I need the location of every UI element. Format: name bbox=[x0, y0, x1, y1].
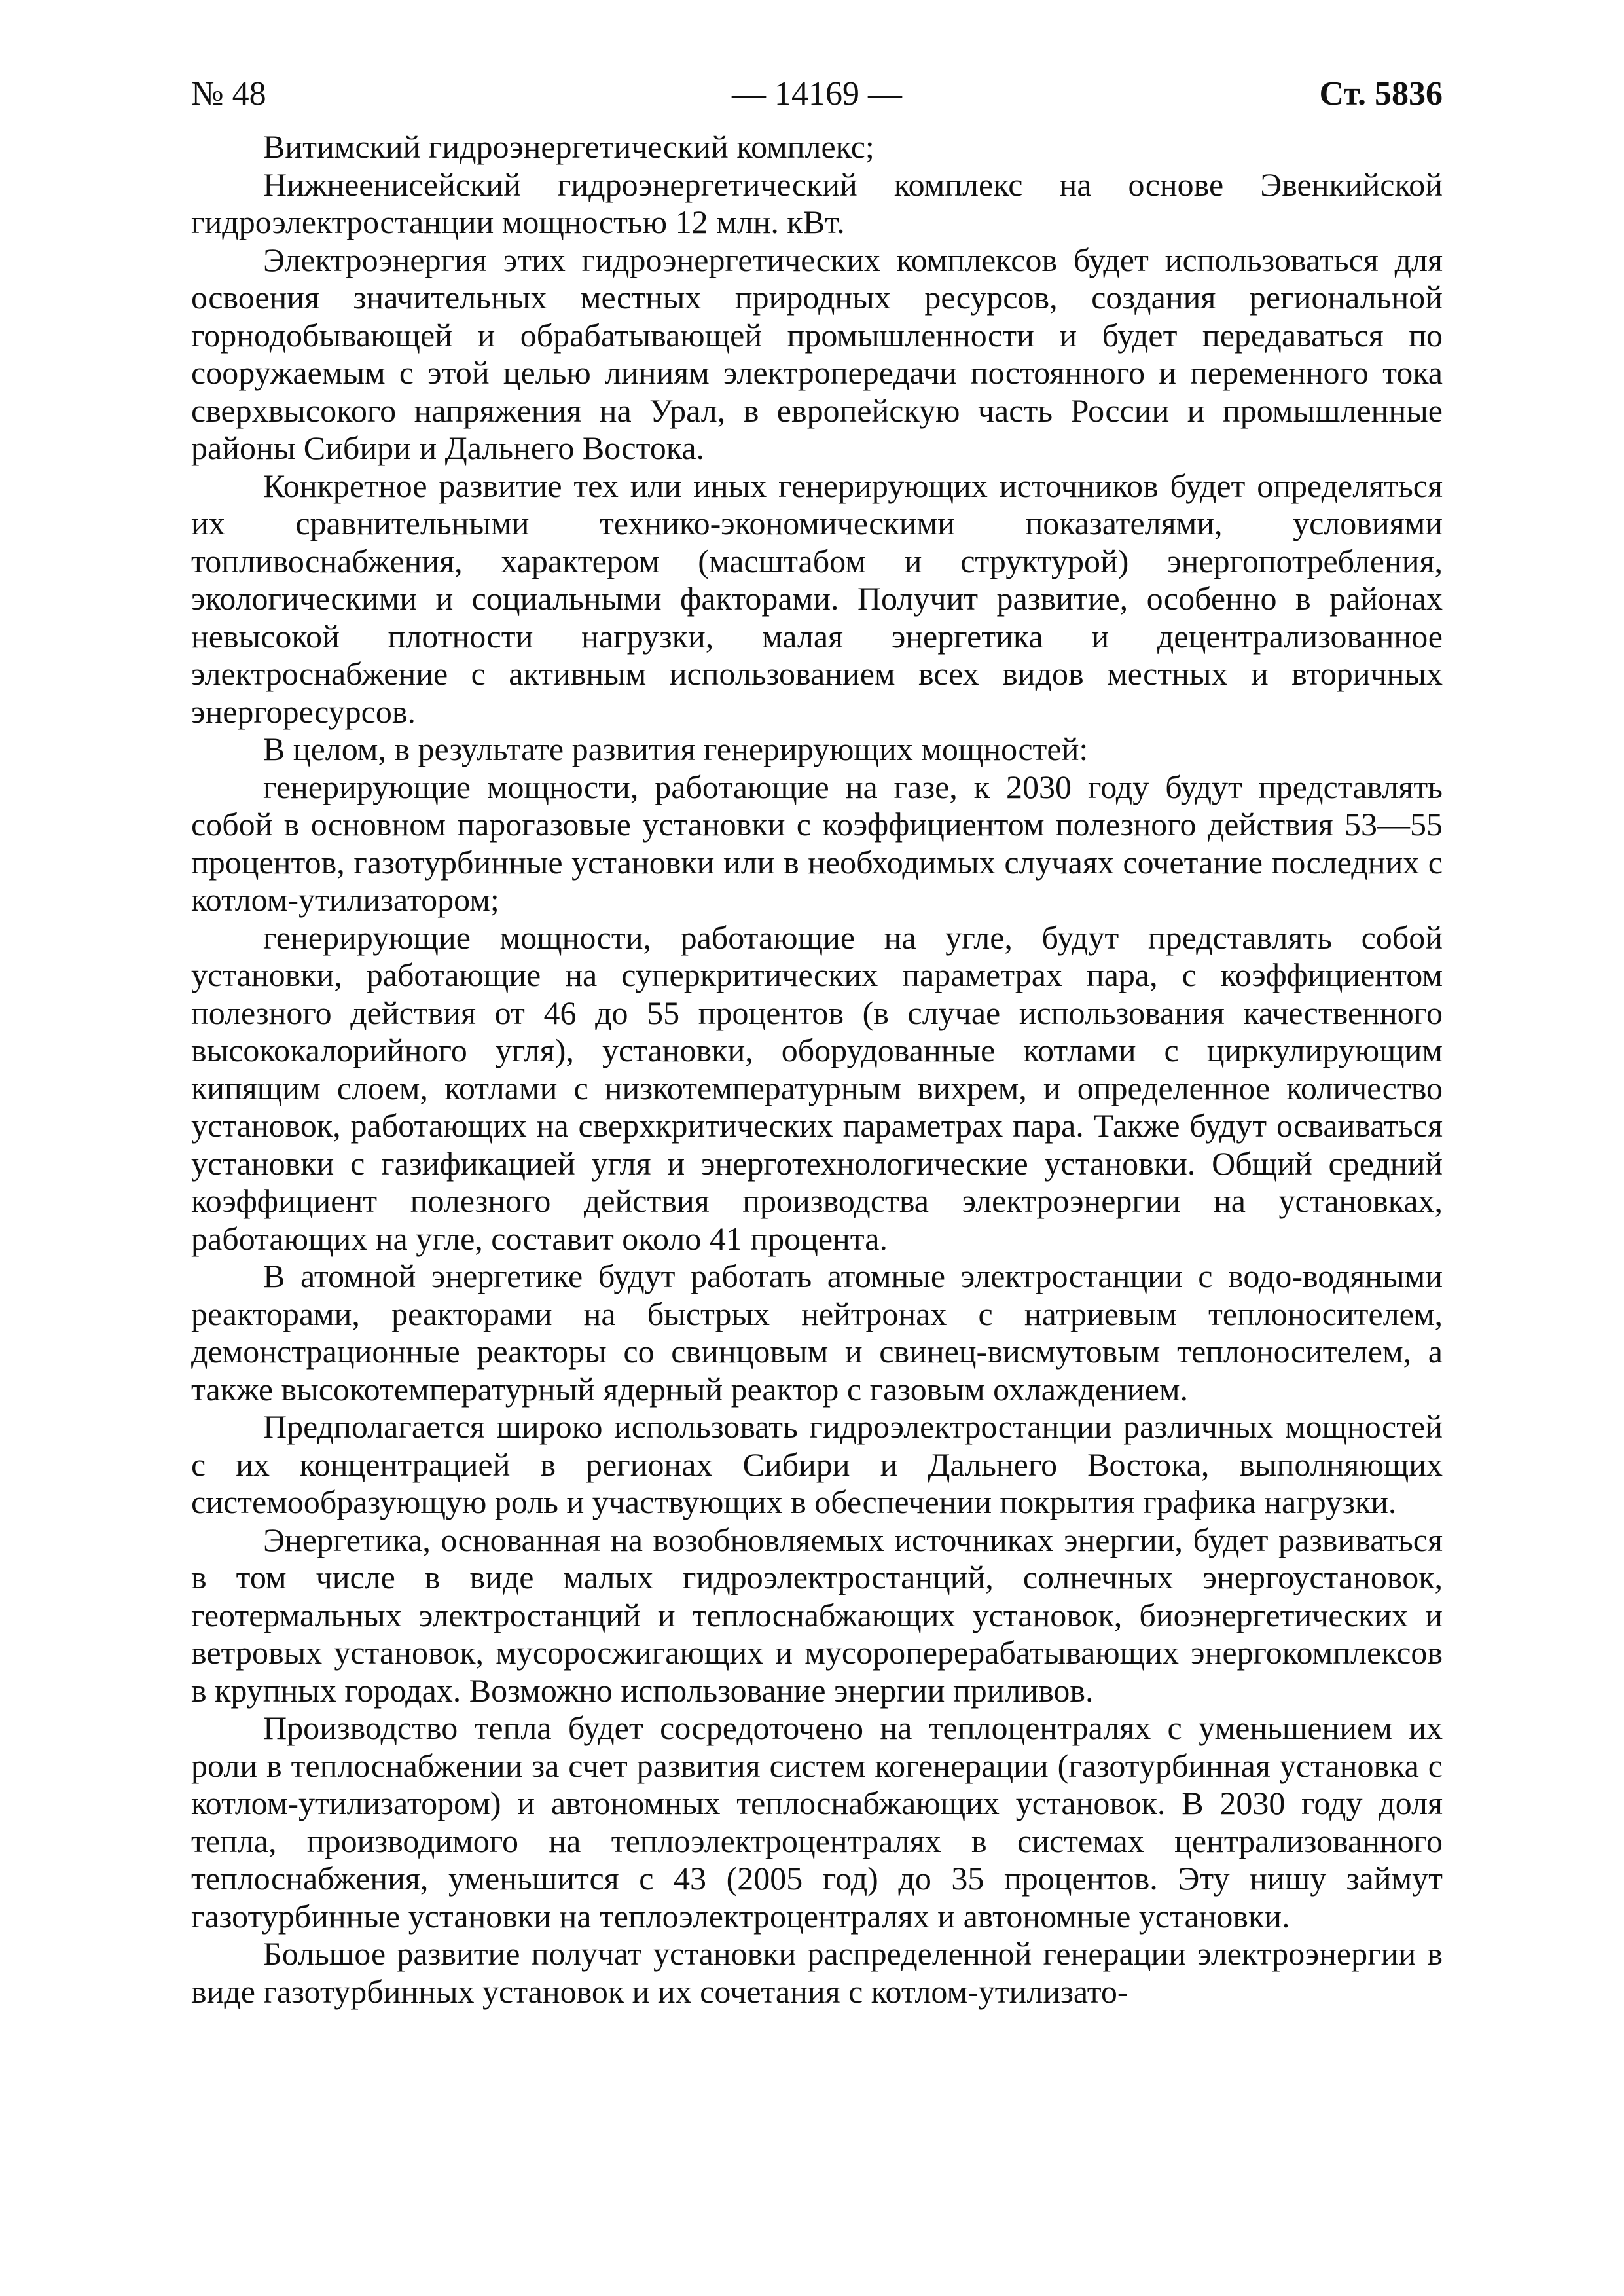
paragraph: генерирующие мощности, работающие на газе, к 2030 году будут представлять собой в основном парогазовые установки с коэффициентом полезного действия 53—55 процентов, газотурбинные установки или в необходимых случаях сочетание последних с котлом-утилизатором; bbox=[191, 768, 1443, 918]
paragraph: Предполагается широко использовать гидроэлектростанции различных мощностей с их концентрацией в регионах Сибири и Дальнего Востока, выполняющих системообразующую роль и участвующих в обеспечении покрытия графика нагрузки. bbox=[191, 1408, 1443, 1520]
document-page bbox=[191, 68, 1443, 2011]
paragraph: Энергетика, основанная на возобновляемых источниках энергии, будет развиваться в том числе в виде малых гидроэлектростанций, солнечных энергоустановок, геотермальных электростанций и теплоснабжающих установок, биоэнергетических и ветровых установок, мусоросжигающих и мусороперерабатывающих энергокомплексов в крупных городах. Возможно использование энергии приливов. bbox=[191, 1521, 1443, 1709]
paragraph: Конкретное развитие тех или иных генерирующих источников будет определяться их сравнительными технико-экономическими показателями, условиями топливоснабжения, характером (масштабом и структурой) энергопотребления, экологическими и социальными факторами. Получит развитие, особенно в районах невысокой плотности нагрузки, малая энергетика и децентрализованное электроснабжение с активным использованием всех видов местных и вторичных энергоресурсов. bbox=[191, 467, 1443, 730]
article-number: Ст. 5836 bbox=[1319, 75, 1443, 113]
paragraph: Большое развитие получат установки распределенной генерации электроэнергии в виде газотурбинных установок и их сочетания с котлом-утилизато- bbox=[191, 1935, 1443, 2010]
page-header bbox=[191, 68, 1443, 128]
paragraph: Витимский гидроэнергетический комплекс; bbox=[263, 128, 875, 165]
paragraph: В атомной энергетике будут работать атомные электростанции с водо-водяными реакторами, реакторами на быстрых нейтронах с натриевым теплоносителем, демонстрационные реакторы со свинцовым и свинец-висмутовым теплоносителем, а также высокотемпературный ядерный реактор с газовым охлаждением. bbox=[191, 1258, 1443, 1408]
document-body bbox=[191, 128, 1443, 2011]
paragraph: генерирующие мощности, работающие на угле, будут представлять собой установки, работающие на суперкритических параметрах пара, с коэффициентом полезного действия от 46 до 55 процентов (в случае использования качественного высококалорийного угля), установки, оборудованные котлами с циркулирующим кипящим слоем, котлами с низкотемпературным вихрем, и определенное количество установок, работающих на сверхкритических параметрах пара. Также будут осваиваться установки с газификацией угля и энерготехнологические установки. Общий средний коэффициент полезного действия производства электроэнергии на установках, работающих на угле, составит около 41 процента. bbox=[191, 919, 1443, 1257]
paragraph: В целом, в результате развития генерирующих мощностей: bbox=[263, 731, 1089, 767]
page-number: — 14169 — bbox=[732, 75, 902, 113]
paragraph: Производство тепла будет сосредоточено на теплоцентралях с уменьшением их роли в теплоснабжении за счет развития систем когенерации (газотурбинная установка с котлом-утилизатором) и автономных теплоснабжающих установок. В 2030 году доля тепла, производимого на теплоэлектроцентралях в системах централизованного теплоснабжения, уменьшится с 43 (2005 год) до 35 процентов. Эту нишу займут газотурбинные установки на теплоэлектроцентралях и автономные установки. bbox=[191, 1709, 1443, 1935]
paragraph: Нижнеенисейский гидроэнергетический комплекс на основе Эвенкийской гидроэлектростанции мощностью 12 млн. кВт. bbox=[191, 166, 1443, 240]
paragraph: Электроэнергия этих гидроэнергетических комплексов будет использоваться для освоения значительных местных природных ресурсов, создания региональной горнодобывающей и обрабатывающей промышленности и будет передаваться по сооружаемым с этой целью линиям электропередачи постоянного и переменного тока сверхвысокого напряжения на Урал, в европейскую часть России и промышленные районы Сибири и Дальнего Востока. bbox=[191, 241, 1443, 466]
issue-number: № 48 bbox=[191, 75, 266, 113]
